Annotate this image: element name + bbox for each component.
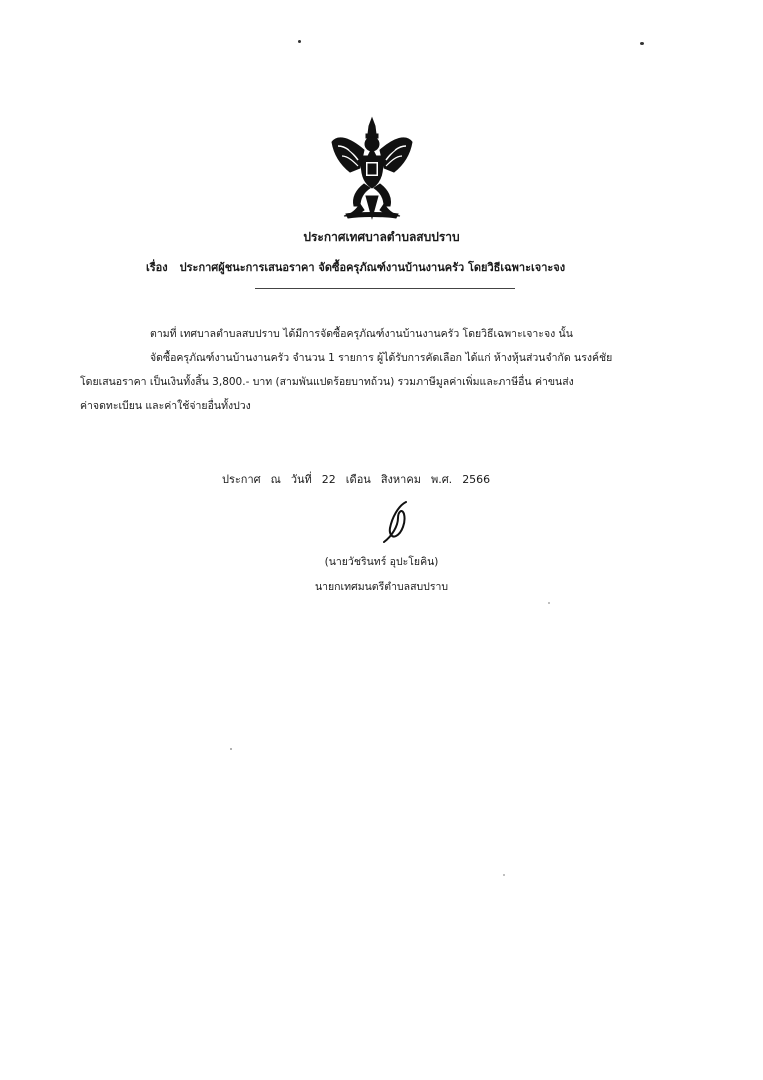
announcement-date: [222, 470, 500, 488]
announcement-prefix: ประกาศ: [222, 473, 261, 486]
body-line-3: โดยเสนอราคา เป็นเงินทั้งสิ้น 3,800.- บาท (สามพันแปดร้อยบาทถ้วน) รวมภาษีมูลค่าเพิ่มและภาษีอื่น ค่าขนส่ง: [80, 376, 574, 388]
subject-text: ประกาศผู้ชนะการเสนอราคา จัดซื้อครุภัณฑ์งานบ้านงานครัว โดยวิธีเฉพาะเจาะจง: [179, 261, 566, 274]
separator-line: [255, 288, 515, 289]
scan-speck: [298, 40, 301, 43]
year-label: พ.ศ.: [430, 473, 453, 486]
signer-position: นายกเทศมนตรีตำบลสบปราบ: [314, 581, 449, 593]
document-title: ประกาศเทศบาลตำบลสบปราบ: [303, 230, 460, 244]
garuda-emblem-icon: [330, 116, 414, 220]
body-line-2: จัดซื้อครุภัณฑ์งานบ้านงานครัว จำนวน 1 รายการ ผู้ได้รับการคัดเลือก ได้แก่ ห้างหุ้นส่วนจำกัด นรงค์ชัย: [150, 352, 613, 364]
year-value: 2566: [462, 473, 491, 486]
subject-line: [146, 258, 577, 276]
month-label: เดือน: [345, 473, 371, 486]
day-value: 22: [321, 473, 336, 486]
subject-label: เรื่อง: [146, 261, 168, 274]
scan-speck: [230, 748, 232, 750]
scan-speck: [548, 602, 550, 604]
announcement-at: ณ: [270, 473, 281, 486]
day-label: วันที่: [290, 473, 312, 486]
month-value: สิงหาคม: [380, 473, 421, 486]
scan-speck: [640, 42, 644, 45]
signer-name: (นายวัชรินทร์ อุปะโยคิน): [324, 556, 439, 568]
body-line-4: ค่าจดทะเบียน และค่าใช้จ่ายอื่นทั้งปวง: [80, 400, 251, 412]
body-line-1: ตามที่ เทศบาลตำบลสบปราบ ได้มีการจัดซื้อครุภัณฑ์งานบ้านงานครัว โดยวิธีเฉพาะเจาะจง นั้น: [150, 328, 573, 340]
handwritten-signature-icon: [380, 498, 420, 544]
scan-speck: [503, 874, 505, 876]
